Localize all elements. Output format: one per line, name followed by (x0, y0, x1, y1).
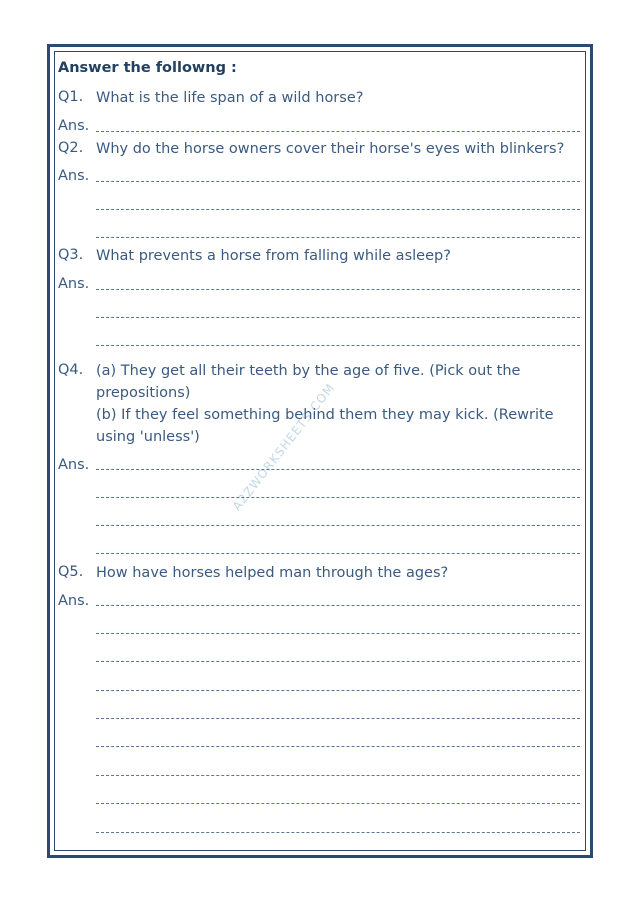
answer-line[interactable] (96, 605, 580, 606)
answer-label-2: Ans. (58, 168, 90, 184)
answer-line[interactable] (96, 832, 580, 833)
answer-line[interactable] (96, 525, 580, 526)
answer-line[interactable] (96, 690, 580, 691)
answer-label-4: Ans. (58, 457, 90, 473)
answer-label-5: Ans. (58, 593, 90, 609)
question-number-3: Q3. (58, 247, 84, 263)
answer-label-3: Ans. (58, 276, 90, 292)
answer-line[interactable] (96, 553, 580, 554)
question-text-4a: (a) They get all their teeth by the age of five. (Pick out the prepositions) (96, 363, 521, 401)
worksheet-heading: Answer the followng : (58, 60, 237, 76)
answer-line[interactable] (96, 718, 580, 719)
question-text-4b: (b) If they feel something behind them they may kick. (Rewrite using 'unless') (96, 407, 554, 445)
answer-label-1: Ans. (58, 118, 90, 134)
question-text-1: What is the life span of a wild horse? (96, 90, 364, 106)
answer-line[interactable] (96, 497, 580, 498)
question-number-5: Q5. (58, 564, 84, 580)
question-number-1: Q1. (58, 89, 84, 105)
answer-line[interactable] (96, 209, 580, 210)
question-number-2: Q2. (58, 140, 84, 156)
answer-line[interactable] (96, 633, 580, 634)
answer-line[interactable] (96, 289, 580, 290)
worksheet-border (47, 44, 593, 858)
answer-line[interactable] (96, 345, 580, 346)
question-text-3: What prevents a horse from falling while asleep? (96, 248, 451, 264)
watermark: A2ZWORKSHEETS.COM (229, 380, 338, 514)
answer-line[interactable] (96, 775, 580, 776)
question-text-5: How have horses helped man through the ages? (96, 565, 449, 581)
answer-line[interactable] (96, 469, 580, 470)
question-text-2: Why do the horse owners cover their horse's eyes with blinkers? (96, 141, 565, 157)
answer-line[interactable] (96, 746, 580, 747)
worksheet-inner-border (54, 51, 586, 851)
answer-line[interactable] (96, 181, 580, 182)
answer-line[interactable] (96, 803, 580, 804)
answer-line[interactable] (96, 661, 580, 662)
question-number-4: Q4. (58, 362, 84, 378)
answer-line[interactable] (96, 317, 580, 318)
answer-line[interactable] (96, 237, 580, 238)
answer-line[interactable] (96, 131, 580, 132)
